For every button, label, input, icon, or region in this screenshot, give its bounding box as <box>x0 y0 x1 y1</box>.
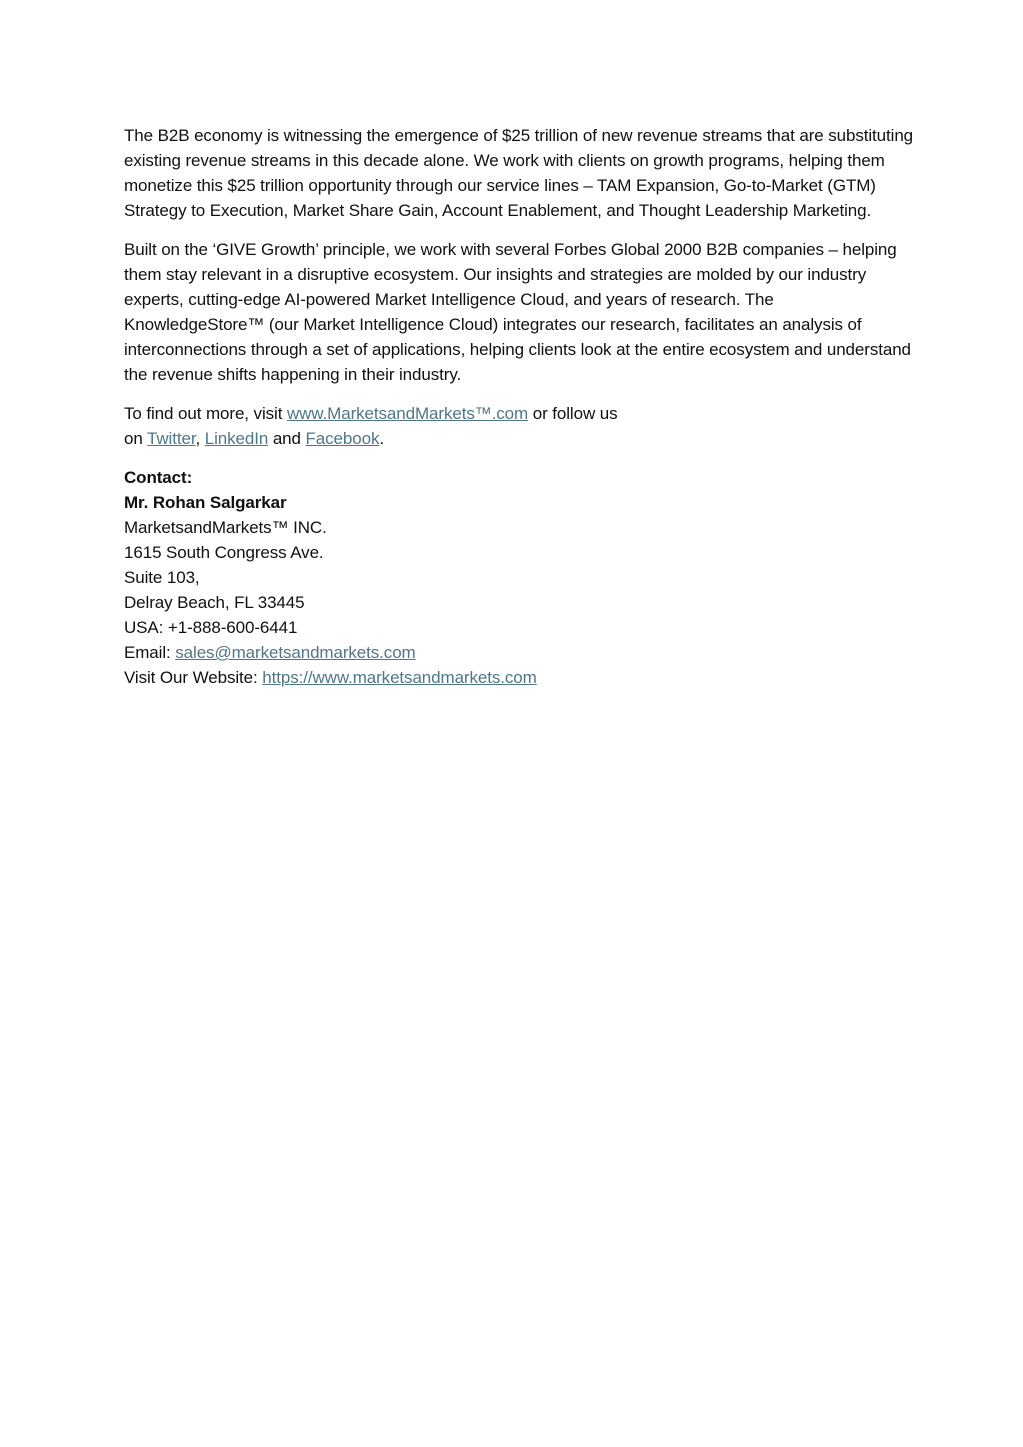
give-growth-paragraph: Built on the ‘GIVE Growth’ principle, we work with several Forbes Global 2000 B2B companies – helping them stay relevant in a disruptive ecosystem. Our insights and strategies are molded by our industry experts, cutting-edge AI-powered Market Intelligence Cloud, and years of research. The KnowledgeStore™ (our Market Intelligence Cloud) integrates our research, facilitates an analysis of interconnections through a set of applications, helping clients look at the entire ecosystem and understand the revenue shifts happening in their industry. <box>124 240 911 384</box>
contact-company: MarketsandMarkets™ INC. <box>124 518 327 537</box>
facebook-link[interactable]: Facebook <box>305 429 380 448</box>
contact-phone: USA: +1-888-600-6441 <box>124 618 298 637</box>
contact-email-line <box>124 640 914 665</box>
contact-address-line-3: Delray Beach, FL 33445 <box>124 593 305 612</box>
contact-website-line <box>124 665 914 690</box>
find-out-prefix: To find out more, visit <box>124 404 287 423</box>
and-text: and <box>268 429 306 448</box>
contact-address-line-1: 1615 South Congress Ave. <box>124 543 324 562</box>
document-page <box>124 123 914 690</box>
period-text: . <box>379 429 384 448</box>
on-text: on <box>124 429 148 448</box>
contact-name: Mr. Rohan Salgarkar <box>124 493 287 512</box>
comma-text: , <box>195 429 205 448</box>
intro-paragraph: The B2B economy is witnessing the emergence of $25 trillion of new revenue streams that are substituting existing revenue streams in this decade alone. We work with clients on growth programs, helping them monetize this $25 trillion opportunity through our service lines – TAM Expansion, Go-to-Market (GTM) Strategy to Execution, Market Share Gain, Account Enablement, and Thought Leadership Marketing. <box>124 126 914 220</box>
email-label: Email: <box>124 643 176 662</box>
find-out-more-paragraph <box>124 401 914 451</box>
marketsandmarkets-site-link[interactable]: www.MarketsandMarkets™.com <box>286 404 529 423</box>
follow-us-text: or follow us <box>528 404 618 423</box>
contact-address-line-2: Suite 103, <box>124 568 200 587</box>
email-link[interactable]: sales@marketsandmarkets.com <box>175 643 416 662</box>
linkedin-link[interactable]: LinkedIn <box>204 429 269 448</box>
contact-block <box>124 465 914 690</box>
website-label: Visit Our Website: <box>124 668 263 687</box>
contact-heading: Contact: <box>124 468 193 487</box>
twitter-link[interactable]: Twitter <box>147 429 196 448</box>
website-link[interactable]: https://www.marketsandmarkets.com <box>262 668 537 687</box>
